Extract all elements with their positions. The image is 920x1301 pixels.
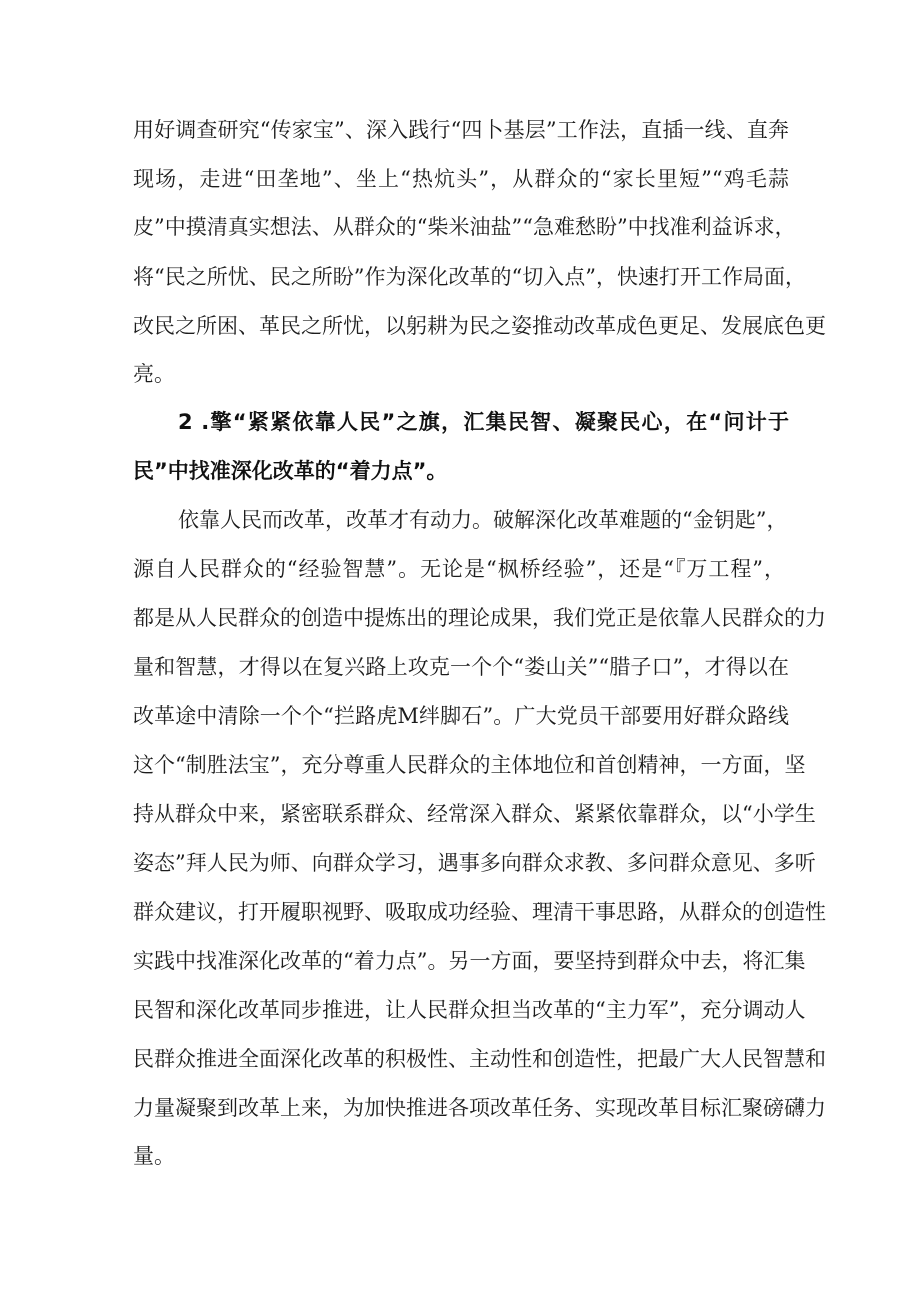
paragraph-2-line-11: 民智和深化改革同步推进，让人民群众担当改革的“主力军”，充分调动人 — [133, 998, 806, 1022]
paragraph-1-line-5: 改民之所困、革民之所忧，以躬耕为民之姿推动改革成色更足、发展底色更 — [133, 314, 826, 338]
paragraph-2-line-13: 力量凝聚到改革上来，为加快推进各项改革任务、实现改革目标汇聚磅礴力 — [133, 1096, 826, 1120]
paragraph-2-line-9: 群众建议，打开履职视野、吸取成功经验、理清干事思路，从群众的创造性 — [133, 900, 826, 924]
paragraph-1-line-6: 亮。 — [133, 362, 175, 386]
paragraph-2-line-4: 量和智慧，才得以在复兴路上攻克一个个“娄山关”“腊子口”，才得以在 — [133, 655, 789, 679]
paragraph-1-line-1: 用好调查研究“传家宝”、深入践行“四卜基层”工作法，直插一线、直奔 — [133, 118, 789, 142]
paragraph-2-line-5: 改革途中清除一个个“拦路虎M绊脚石”。广大党员干部要用好群众路线 — [133, 704, 789, 728]
paragraph-2-line-1: 依靠人民而改革，改革才有动力。破解深化改革难题的“金钥匙”， — [178, 508, 788, 532]
paragraph-1-line-4: 将“民之所忧、民之所盼”作为深化改革的“切入点”，快速打开工作局面， — [133, 265, 806, 289]
paragraph-2-line-6: 这个“制胜法宝”，充分尊重人民群众的主体地位和首创精神，一方面，坚 — [133, 753, 806, 777]
paragraph-1-line-2: 现场，走进“田垄地”、坐上“热炕头”，从群众的“家长里短”“鸡毛蒜 — [133, 167, 789, 191]
section-heading-2-line-2: 民”中找准深化改革的“着力点”。 — [133, 459, 448, 483]
paragraph-2-line-3: 都是从人民群众的创造中提炼出的理论成果，我们党正是依靠人民群众的力 — [133, 606, 826, 630]
paragraph-2-line-10: 实践中找准深化改革的“着力点”。另一方面，要坚持到群众中去，将汇集 — [133, 949, 806, 973]
paragraph-2-line-14: 量。 — [133, 1144, 175, 1168]
paragraph-2-line-7: 持从群众中来，紧密联系群众、经常深入群众、紧紧依靠群众，以“小学生 — [133, 802, 816, 826]
paragraph-2-line-2: 源自人民群众的“经验智慧”。无论是“枫桥经验”，还是“『万工程”， — [133, 557, 785, 581]
paragraph-2-line-12: 民群众推进全面深化改革的积极性、主动性和创造性，把最广大人民智慧和 — [133, 1047, 826, 1071]
paragraph-1-line-3: 皮”中摸清真实想法、从群众的“柴米油盐”“急难愁盼”中找准利益诉求， — [133, 215, 796, 239]
paragraph-2-line-8: 姿态”拜人民为师、向群众学习，遇事多向群众求教、多问群众意见、多听 — [133, 851, 816, 875]
section-heading-2-line-1: 2 .擎“紧紧依靠人民”之旗，汇集民智、凝聚民心，在“问计于 — [178, 410, 789, 434]
